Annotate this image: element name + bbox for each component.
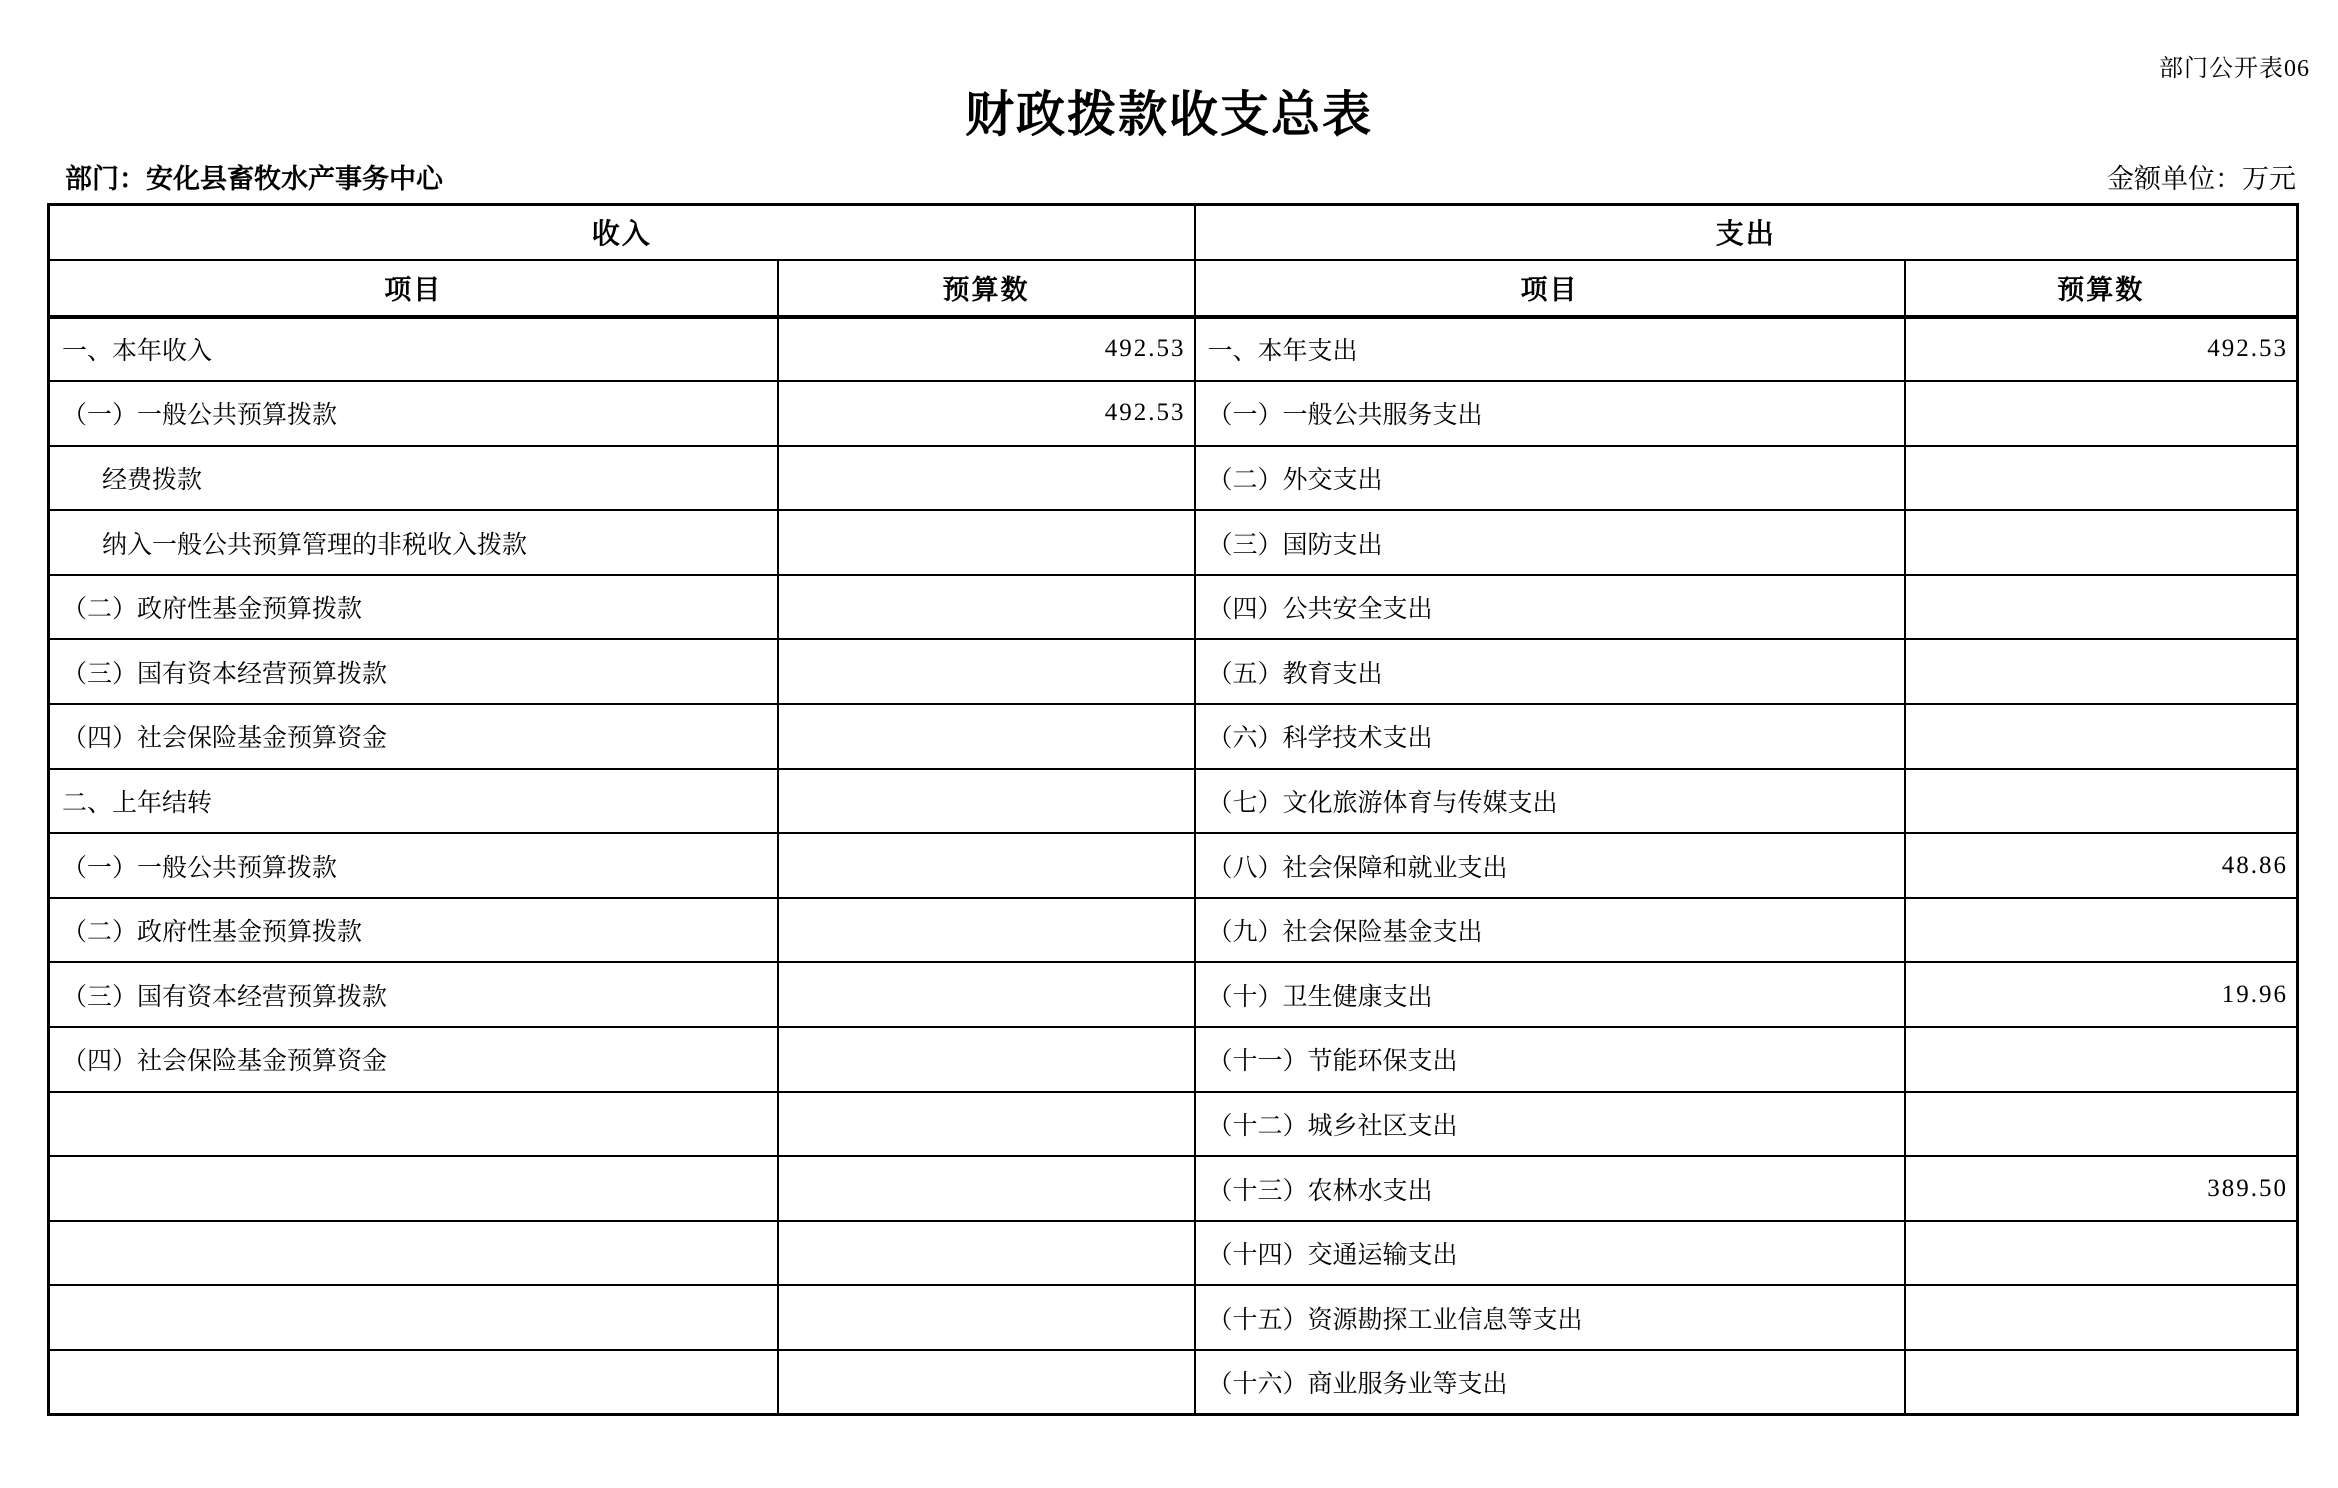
table-row: [49, 1221, 2298, 1286]
table-row: [49, 1156, 2298, 1221]
income-section-header: 收入: [49, 205, 1195, 260]
form-code-label: 部门公开表06: [2159, 56, 2310, 82]
income-value-cell: [778, 1350, 1195, 1415]
table-row: [49, 575, 2298, 640]
expense-item-cell: （五）教育支出: [1195, 639, 1905, 704]
table-row: [49, 833, 2298, 898]
expense-value-cell: [1905, 575, 2298, 640]
income-value-cell: [778, 1092, 1195, 1157]
meta-row: [65, 157, 2296, 193]
expense-item-cell: （八）社会保障和就业支出: [1195, 833, 1905, 898]
income-item-header: 项目: [49, 260, 778, 317]
income-item-cell: [49, 1350, 778, 1415]
expense-value-cell: [1905, 446, 2298, 511]
expense-value-cell: [1905, 704, 2298, 769]
income-item-cell: （二）政府性基金预算拨款: [49, 575, 778, 640]
income-value-cell: 492.53: [778, 381, 1195, 446]
expense-item-cell: 一、本年支出: [1195, 317, 1905, 382]
expense-item-cell: （十一）节能环保支出: [1195, 1027, 1905, 1092]
table-row: [49, 962, 2298, 1027]
expense-item-cell: （六）科学技术支出: [1195, 704, 1905, 769]
income-value-cell: [778, 446, 1195, 511]
table-row: [49, 1092, 2298, 1157]
income-value-cell: [778, 833, 1195, 898]
income-item-cell: [49, 1156, 778, 1221]
table-row: [49, 1350, 2298, 1415]
expense-item-cell: （十六）商业服务业等支出: [1195, 1350, 1905, 1415]
income-item-cell: （三）国有资本经营预算拨款: [49, 639, 778, 704]
income-value-cell: [778, 1221, 1195, 1286]
income-value-cell: [778, 639, 1195, 704]
income-item-cell: [49, 1285, 778, 1350]
column-header-row: [49, 260, 2298, 317]
expense-value-cell: 19.96: [1905, 962, 2298, 1027]
income-value-cell: 492.53: [778, 317, 1195, 382]
expense-item-cell: （十四）交通运输支出: [1195, 1221, 1905, 1286]
income-value-cell: [778, 769, 1195, 834]
department-label: 部门：安化县畜牧水产事务中心: [65, 164, 443, 194]
table-body: [49, 317, 2298, 1415]
income-item-cell: [49, 1221, 778, 1286]
expense-value-cell: [1905, 381, 2298, 446]
page-title: 财政拨款收支总表: [964, 87, 1373, 142]
income-value-cell: [778, 1156, 1195, 1221]
table-row: [49, 1027, 2298, 1092]
table-row: [49, 898, 2298, 963]
expense-value-cell: [1905, 1350, 2298, 1415]
expense-value-cell: 389.50: [1905, 1156, 2298, 1221]
expense-value-cell: [1905, 639, 2298, 704]
table-row: [49, 510, 2298, 575]
expense-value-cell: 48.86: [1905, 833, 2298, 898]
income-item-cell: （一）一般公共预算拨款: [49, 381, 778, 446]
expense-item-cell: （十）卫生健康支出: [1195, 962, 1905, 1027]
table-row: [49, 639, 2298, 704]
expense-section-header: 支出: [1195, 205, 2298, 260]
table-row: [49, 769, 2298, 834]
expense-item-cell: （十五）资源勘探工业信息等支出: [1195, 1285, 1905, 1350]
expense-item-cell: （三）国防支出: [1195, 510, 1905, 575]
income-value-cell: [778, 575, 1195, 640]
expense-value-cell: 492.53: [1905, 317, 2298, 382]
expense-item-cell: （十二）城乡社区支出: [1195, 1092, 1905, 1157]
table-row: [49, 1285, 2298, 1350]
table-row: [49, 317, 2298, 382]
expense-item-cell: （一）一般公共服务支出: [1195, 381, 1905, 446]
income-item-cell: 一、本年收入: [49, 317, 778, 382]
expense-value-cell: [1905, 898, 2298, 963]
expense-value-cell: [1905, 1027, 2298, 1092]
expense-value-cell: [1905, 769, 2298, 834]
income-value-cell: [778, 510, 1195, 575]
expense-budget-header: 预算数: [1905, 260, 2298, 317]
income-value-cell: [778, 898, 1195, 963]
income-item-cell: （四）社会保险基金预算资金: [49, 1027, 778, 1092]
expense-item-cell: （四）公共安全支出: [1195, 575, 1905, 640]
expense-item-cell: （九）社会保险基金支出: [1195, 898, 1905, 963]
income-item-cell: 经费拨款: [49, 446, 778, 511]
section-header-row: [49, 205, 2298, 260]
income-item-cell: （二）政府性基金预算拨款: [49, 898, 778, 963]
expense-value-cell: [1905, 510, 2298, 575]
expense-item-header: 项目: [1195, 260, 1905, 317]
income-value-cell: [778, 962, 1195, 1027]
expense-value-cell: [1905, 1221, 2298, 1286]
table-row: [49, 446, 2298, 511]
income-item-cell: 纳入一般公共预算管理的非税收入拨款: [49, 510, 778, 575]
income-item-cell: （四）社会保险基金预算资金: [49, 704, 778, 769]
table-row: [49, 704, 2298, 769]
table-row: [49, 381, 2298, 446]
expense-item-cell: （七）文化旅游体育与传媒支出: [1195, 769, 1905, 834]
income-budget-header: 预算数: [778, 260, 1195, 317]
expense-value-cell: [1905, 1285, 2298, 1350]
income-value-cell: [778, 1285, 1195, 1350]
income-item-cell: （三）国有资本经营预算拨款: [49, 962, 778, 1027]
income-item-cell: [49, 1092, 778, 1157]
income-item-cell: （一）一般公共预算拨款: [49, 833, 778, 898]
income-value-cell: [778, 704, 1195, 769]
income-item-cell: 二、上年结转: [49, 769, 778, 834]
expense-value-cell: [1905, 1092, 2298, 1157]
income-value-cell: [778, 1027, 1195, 1092]
amount-unit-label: 金额单位：万元: [2107, 164, 2296, 194]
budget-summary-table: [47, 203, 2299, 1416]
expense-item-cell: （十三）农林水支出: [1195, 1156, 1905, 1221]
expense-item-cell: （二）外交支出: [1195, 446, 1905, 511]
